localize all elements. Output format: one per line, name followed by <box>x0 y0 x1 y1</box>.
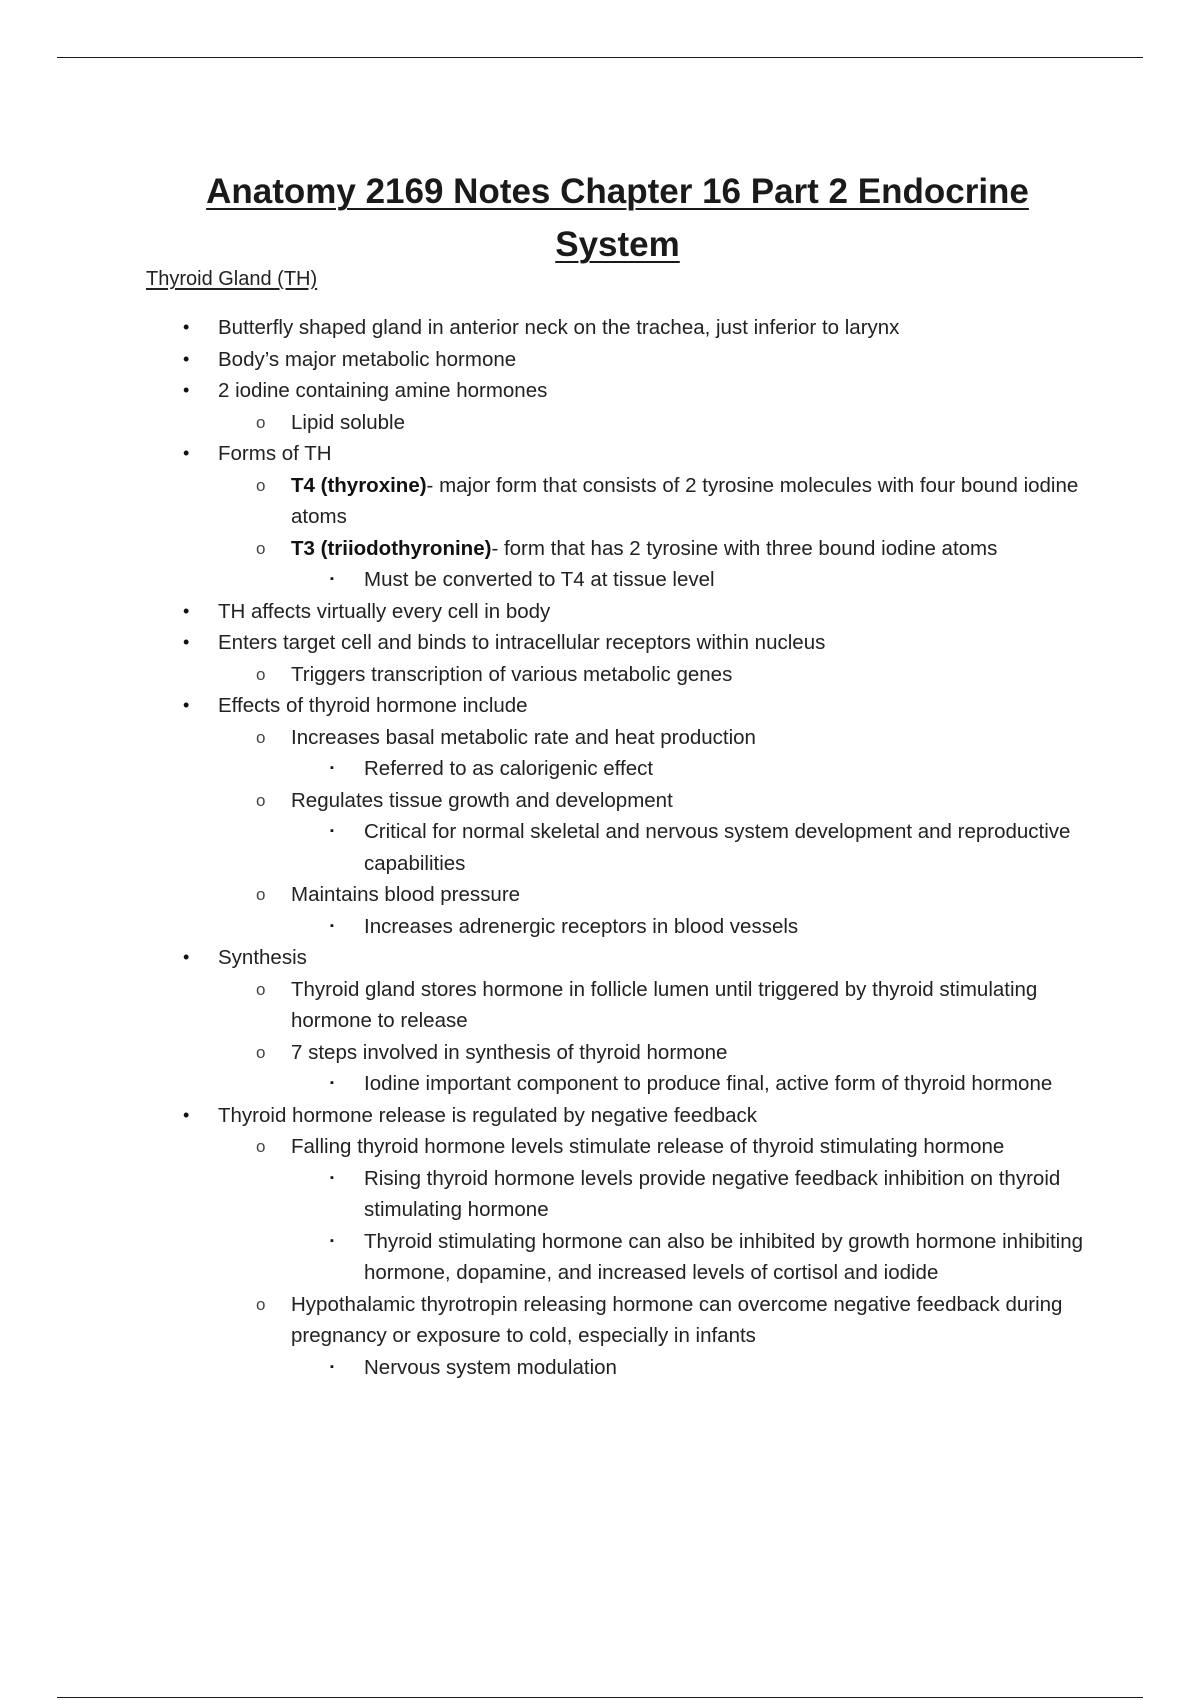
bullet-marker: o <box>256 727 266 747</box>
list-item <box>0 722 1200 754</box>
bullet-marker: • <box>183 317 190 337</box>
list-item <box>0 1068 1200 1100</box>
bullet-marker: o <box>256 1042 266 1062</box>
list-item-text: Falling thyroid hormone levels stimulate release of thyroid stimulating hormone <box>291 1135 1005 1158</box>
list-item-text: Thyroid gland stores hormone in follicle lumen until triggered by thyroid stimulating hormone to release <box>291 977 1038 1032</box>
list-item <box>0 1163 1200 1226</box>
list-item <box>0 596 1200 628</box>
list-item-text: Body’s major metabolic hormone <box>218 347 517 371</box>
bullet-marker: o <box>256 885 266 904</box>
list-item <box>0 344 1200 376</box>
list-item <box>0 879 1200 911</box>
bullet-marker: o <box>256 664 266 684</box>
list-item-text: Must be converted to T4 at tissue level <box>364 568 715 591</box>
list-item <box>0 942 1200 974</box>
bullet-marker: ▪ <box>330 1171 334 1184</box>
list-item <box>0 1226 1200 1289</box>
list-item <box>0 407 1200 439</box>
list-item <box>0 785 1200 817</box>
list-item <box>0 974 1200 1037</box>
list-item-text: Forms of TH <box>218 442 332 465</box>
list-item-text: 7 steps involved in synthesis of thyroid hormone <box>291 1040 728 1064</box>
bullet-marker: ▪ <box>330 1077 334 1089</box>
list-item-text: Critical for normal skeletal and nervous system development and reproductive capabilities <box>364 820 1071 875</box>
term-t3-description: - form that has 2 tyrosine with three bound iodine atoms <box>491 536 998 560</box>
list-item <box>0 659 1200 691</box>
bullet-marker: o <box>256 475 266 495</box>
bullet-marker: ▪ <box>330 573 334 585</box>
list-item-text: Regulates tissue growth and development <box>291 788 673 812</box>
bullet-marker: o <box>256 979 266 999</box>
list-item-text: Hypothalamic thyrotropin releasing hormone can overcome negative feedback during pregnancy or exposure to cold, especially in infants <box>291 1292 1063 1347</box>
list-item-text <box>291 533 1200 565</box>
list-item-text: Triggers transcription of various metabolic genes <box>291 662 733 686</box>
list-item <box>0 312 1200 344</box>
list-item <box>0 1037 1200 1069</box>
list-item <box>0 1131 1200 1163</box>
bullet-marker: • <box>183 600 190 621</box>
bullet-marker: o <box>256 1294 266 1314</box>
bullet-marker: ▪ <box>330 1360 334 1373</box>
list-item <box>0 533 1200 565</box>
list-item <box>0 911 1200 943</box>
bullet-marker: • <box>183 695 190 715</box>
bullet-marker: o <box>256 538 266 558</box>
list-item-text: Lipid soluble <box>291 410 405 434</box>
bullet-marker: ▪ <box>330 762 334 774</box>
list-item <box>0 1100 1200 1132</box>
top-rule <box>57 57 1143 58</box>
notes-body <box>0 312 1200 1383</box>
bullet-marker: o <box>256 1137 266 1156</box>
bullet-marker: ▪ <box>330 1234 334 1247</box>
list-item-text: Thyroid hormone release is regulated by negative feedback <box>218 1103 758 1127</box>
list-item <box>0 816 1200 879</box>
section-heading: Thyroid Gland (TH) <box>146 268 318 290</box>
bullet-marker: • <box>183 947 190 967</box>
bullet-marker: • <box>183 632 190 652</box>
list-item <box>0 690 1200 722</box>
list-item-text: Iodine important component to produce final, active form of thyroid hormone <box>364 1072 1053 1095</box>
list-item <box>0 1289 1200 1352</box>
list-item-text: 2 iodine containing amine hormones <box>218 379 548 402</box>
bullet-marker: • <box>183 1104 190 1125</box>
list-item <box>0 564 1200 596</box>
list-item-text: Thyroid stimulating hormone can also be inhibited by growth hormone inhibiting hormone, dopamine, and increased levels of cortisol and iodide <box>364 1229 1084 1284</box>
bullet-marker: • <box>183 380 190 400</box>
list-item-text: Synthesis <box>218 946 307 969</box>
list-item-text: Maintains blood pressure <box>291 883 521 906</box>
bullet-marker: ▪ <box>330 825 334 837</box>
bottom-rule <box>57 1697 1143 1698</box>
list-item <box>0 470 1200 533</box>
term-t4-description: - major form that consists of 2 tyrosine molecules with four bound iodine atoms <box>291 473 1079 528</box>
list-item <box>0 375 1200 407</box>
list-item <box>0 753 1200 785</box>
term-t3: T3 (triiodothyronine) <box>291 536 492 560</box>
list-item-text: TH affects virtually every cell in body <box>218 599 551 623</box>
list-item-text: Enters target cell and binds to intracellular receptors within nucleus <box>218 631 826 654</box>
list-item-text: Rising thyroid hormone levels provide negative feedback inhibition on thyroid stimulating hormone <box>364 1166 1061 1221</box>
list-item-text: Nervous system modulation <box>364 1355 617 1379</box>
bullet-list <box>0 312 1200 1383</box>
bullet-marker: • <box>183 348 190 369</box>
list-item-text: Increases adrenergic receptors in blood vessels <box>364 914 799 938</box>
page-title: Anatomy 2169 Notes Chapter 16 Part 2 Endocrine System <box>206 172 1029 265</box>
list-item <box>0 438 1200 470</box>
list-item <box>0 627 1200 659</box>
list-item-text: Butterfly shaped gland in anterior neck on the trachea, just inferior to larynx <box>218 316 900 339</box>
bullet-marker: ▪ <box>330 919 334 932</box>
bullet-marker: • <box>183 443 190 463</box>
bullet-marker: o <box>256 790 266 810</box>
list-item-text: Referred to as calorigenic effect <box>364 757 654 780</box>
list-item-text: Increases basal metabolic rate and heat production <box>291 725 756 749</box>
list-item-text <box>291 470 1200 533</box>
term-t4: T4 (thyroxine) <box>291 473 427 497</box>
bullet-marker: o <box>256 412 266 432</box>
list-item-text: Effects of thyroid hormone include <box>218 694 528 717</box>
list-item <box>0 1352 1200 1384</box>
